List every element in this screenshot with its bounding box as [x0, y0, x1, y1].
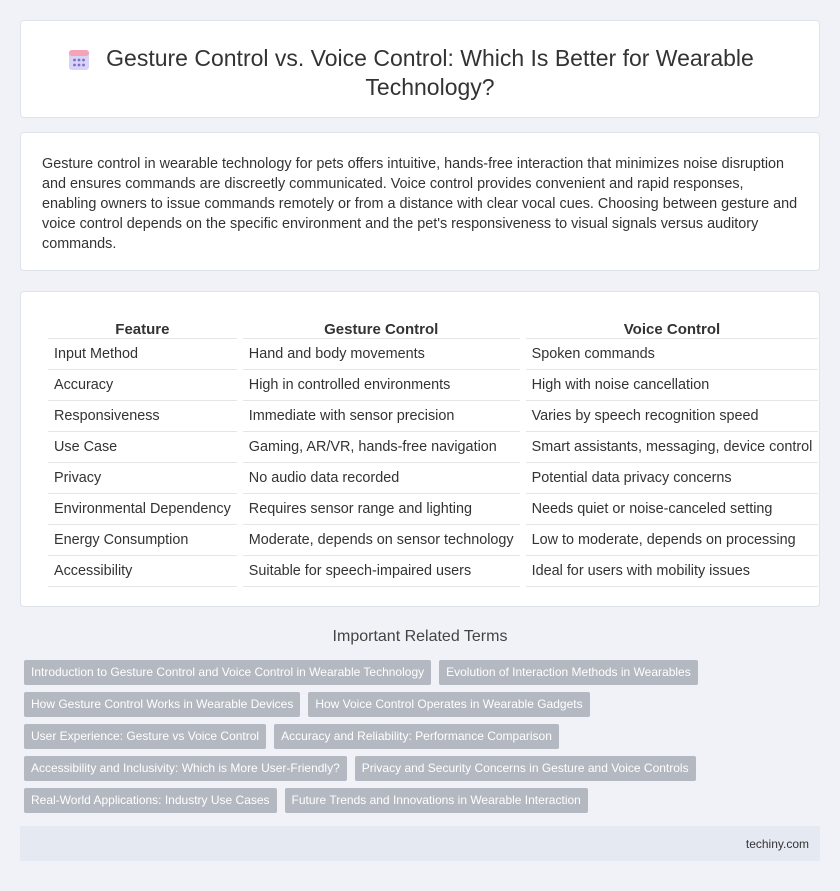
table-cell: Moderate, depends on sensor technology — [243, 525, 520, 556]
column-header-gesture: Gesture Control — [243, 314, 520, 339]
related-term-tag[interactable]: Future Trends and Innovations in Wearable Interaction — [285, 788, 588, 813]
comparison-card — [20, 291, 820, 607]
table-cell: Input Method — [48, 339, 237, 370]
table-row — [48, 556, 818, 587]
table-cell: Ideal for users with mobility issues — [526, 556, 819, 587]
related-term-tag[interactable]: How Gesture Control Works in Wearable Devices — [24, 692, 300, 717]
related-term-tag[interactable]: Privacy and Security Concerns in Gesture and Voice Controls — [355, 756, 696, 781]
title-card — [20, 20, 820, 118]
table-cell: Potential data privacy concerns — [526, 463, 819, 494]
table-cell: Requires sensor range and lighting — [243, 494, 520, 525]
related-terms-heading: Important Related Terms — [332, 628, 508, 645]
intro-card — [20, 132, 820, 271]
table-cell: Privacy — [48, 463, 237, 494]
table-row — [48, 432, 818, 463]
table-cell: Immediate with sensor precision — [243, 401, 520, 432]
table-cell: Use Case — [48, 432, 237, 463]
table-cell: High in controlled environments — [243, 370, 520, 401]
page-title: Gesture Control vs. Voice Control: Which Is Better for Wearable Technology? — [106, 45, 754, 100]
related-term-tag[interactable]: Real-World Applications: Industry Use Cases — [24, 788, 277, 813]
footer — [20, 826, 820, 861]
table-row — [48, 401, 818, 432]
column-header-voice: Voice Control — [526, 314, 819, 339]
table-row — [48, 370, 818, 401]
table-row — [48, 525, 818, 556]
table-row — [48, 339, 818, 370]
table-header-row — [48, 314, 818, 339]
related-term-tag[interactable]: User Experience: Gesture vs Voice Control — [24, 724, 266, 749]
related-term-tag[interactable]: How Voice Control Operates in Wearable Gadgets — [308, 692, 589, 717]
table-cell: Suitable for speech-impaired users — [243, 556, 520, 587]
table-cell: Accessibility — [48, 556, 237, 587]
table-row — [48, 494, 818, 525]
table-cell: Needs quiet or noise-canceled setting — [526, 494, 819, 525]
column-header-feature: Feature — [48, 314, 237, 339]
table-cell: Low to moderate, depends on processing — [526, 525, 819, 556]
table-cell: Environmental Dependency — [48, 494, 237, 525]
related-term-tag[interactable]: Evolution of Interaction Methods in Wearables — [439, 660, 698, 685]
table-cell: Responsiveness — [48, 401, 237, 432]
table-cell: Energy Consumption — [48, 525, 237, 556]
table-row — [48, 463, 818, 494]
related-term-tag[interactable]: Accuracy and Reliability: Performance Comparison — [274, 724, 559, 749]
table-cell: Accuracy — [48, 370, 237, 401]
related-terms-list — [24, 660, 814, 820]
table-cell: Hand and body movements — [243, 339, 520, 370]
intro-paragraph: Gesture control in wearable technology for pets offers intuitive, hands-free interaction that minimizes noise disruption and ensures commands are discreetly communicated. Voice control provides convenient and rapid responses, enabling owners to issue commands remotely or from a distance with clear vocal cues. Choosing between gesture and voice control depends on the specific environment and the pet's responsiveness to visual signals versus auditory commands. — [42, 156, 798, 252]
table-cell: No audio data recorded — [243, 463, 520, 494]
table-cell: Varies by speech recognition speed — [526, 401, 819, 432]
table-cell: Spoken commands — [526, 339, 819, 370]
comparison-table — [42, 314, 824, 587]
table-cell: High with noise cancellation — [526, 370, 819, 401]
related-term-tag[interactable]: Introduction to Gesture Control and Voice Control in Wearable Technology — [24, 660, 431, 685]
related-term-tag[interactable]: Accessibility and Inclusivity: Which is More User-Friendly? — [24, 756, 347, 781]
table-cell: Gaming, AR/VR, hands-free navigation — [243, 432, 520, 463]
footer-site-link[interactable]: techiny.com — [745, 837, 809, 851]
table-cell: Smart assistants, messaging, device control — [526, 432, 819, 463]
